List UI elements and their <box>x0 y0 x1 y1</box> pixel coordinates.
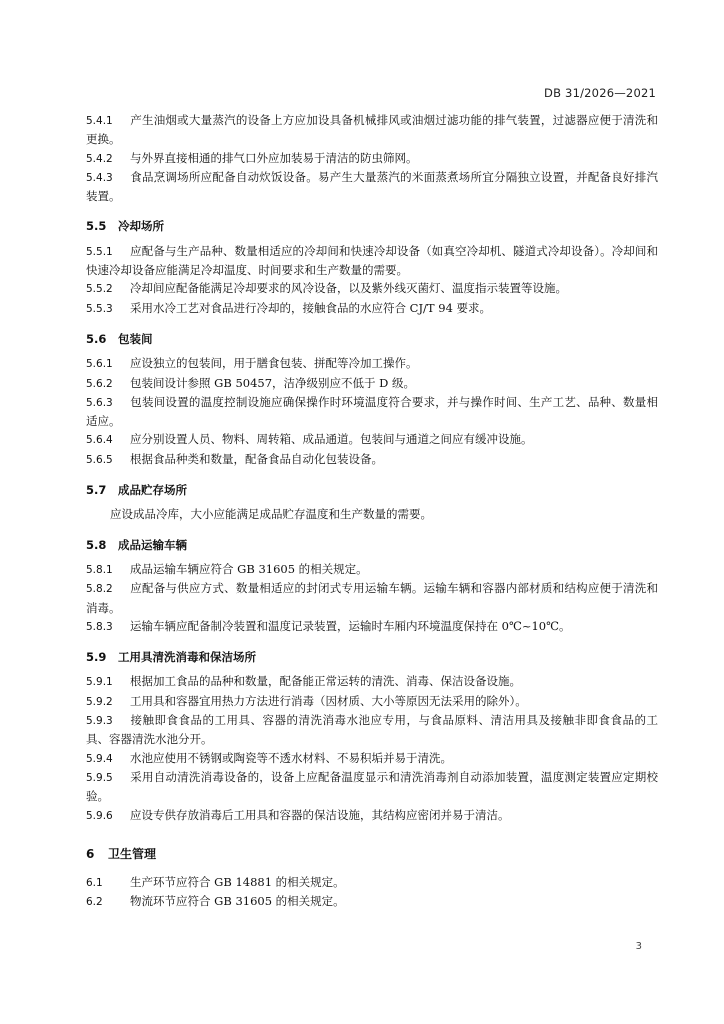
clause-5-6-5 <box>86 450 658 469</box>
clause-text: 与外界直接相通的排气口外应加装易于清洁的防虫筛网。 <box>130 150 418 165</box>
clause-number: 5.4.1 <box>86 115 113 127</box>
clause-5-9-3 <box>86 711 658 749</box>
clause-5-5-1 <box>86 242 658 280</box>
clause-5-6-4 <box>86 430 658 449</box>
clause-5-6-2 <box>86 374 658 393</box>
clause-6-1 <box>86 873 658 892</box>
clause-5-6-3 <box>86 393 658 431</box>
clause-text: 应设专供存放消毒后工用具和容器的保洁设施，其结构应密闭并易于清洁。 <box>130 807 510 822</box>
clause-5-4-3 <box>86 168 658 206</box>
section-number: 5.8 <box>86 537 107 552</box>
page-number: 3 <box>635 941 642 952</box>
clause-number: 5.6.4 <box>86 434 113 447</box>
section-number: 5.7 <box>86 483 107 498</box>
chapter-heading-6 <box>86 845 658 863</box>
clause-text: 应配备与供应方式、数量相适应的封闭式专用运输车辆。运输车辆和容器内部材质和结构应便于清洗和消毒。 <box>86 581 658 615</box>
clause-text: 物流环节应符合 GB 31605 的相关规定。 <box>130 894 345 909</box>
clause-number: 5.9.4 <box>86 752 113 765</box>
section-heading-5-6 <box>86 330 658 348</box>
clause-5-8-2 <box>86 579 658 617</box>
clause-text: 运输车辆应配备制冷装置和温度记录装置，运输时车厢内环境温度保持在 0℃~10℃。 <box>130 618 571 633</box>
chapter-title: 卫生管理 <box>108 846 157 861</box>
clause-number: 5.5.1 <box>86 245 113 258</box>
clause-5-8-3 <box>86 617 658 636</box>
clause-number: 5.6.3 <box>86 396 113 409</box>
chapter-number: 6 <box>86 846 95 861</box>
clause-number: 6.2 <box>86 896 103 909</box>
clause-number: 5.6.5 <box>86 453 113 466</box>
clause-text: 食品烹调场所应配备自动炊饭设备。易产生大量蒸汽的米面蒸煮场所宜分隔独立设置，并配备良好排汽装置。 <box>86 169 658 204</box>
clause-text: 包装间设置的温度控制设施应确保操作时环境温度符合要求，并与操作时间、生产工艺、品种、数量相适应。 <box>86 394 658 429</box>
clause-number: 5.8.1 <box>86 563 113 576</box>
clause-number: 5.4.2 <box>86 152 113 165</box>
clause-number: 5.9.2 <box>86 695 113 708</box>
clause-5-9-6 <box>86 806 658 825</box>
section-number: 5.6 <box>86 331 107 346</box>
clause-text: 生产环节应符合 GB 14881 的相关规定。 <box>130 875 345 890</box>
clause-text: 应配备与生产品种、数量相适应的冷却间和快速冷却设备（如真空冷却机、隧道式冷却设备）。冷却间和快速冷却设备应能满足冷却温度、时间要求和生产数量的需要。 <box>86 243 658 278</box>
clause-text: 应分别设置人员、物料、周转箱、成品通道。包装间与通道之间应有缓冲设施。 <box>130 432 533 447</box>
clause-text: 根据加工食品的品种和数量，配备能正常运转的清洗、消毒、保洁设备设施。 <box>130 674 521 689</box>
clause-number: 5.5.2 <box>86 283 113 296</box>
clause-text: 成品运输车辆应符合 GB 31605 的相关规定。 <box>130 561 368 576</box>
section-heading-5-9 <box>86 648 658 666</box>
clause-5-6-1 <box>86 354 658 373</box>
clause-5-5-2 <box>86 279 658 298</box>
clause-5-9-2 <box>86 692 658 711</box>
clause-number: 5.8.3 <box>86 620 113 633</box>
section-title: 成品运输车辆 <box>118 537 187 552</box>
clause-number: 5.8.2 <box>86 583 113 596</box>
clause-6-2 <box>86 892 658 911</box>
clause-number: 5.4.3 <box>86 171 113 184</box>
clause-text: 冷却间应配备能满足冷却要求的风冷设备，以及紫外线灭菌灯、温度指示装置等设施。 <box>130 281 567 296</box>
clause-number: 5.6.2 <box>86 377 113 390</box>
clause-5-9-5 <box>86 768 658 806</box>
clause-number: 5.6.1 <box>86 358 113 371</box>
header-code: DB 31/2026—2021 <box>544 86 656 100</box>
clause-text: 包装间设计参照 GB 50457，洁净级别应不低于 D 级。 <box>130 375 416 390</box>
section-title: 包装间 <box>118 331 153 346</box>
clause-5-9-1 <box>86 672 658 691</box>
document-body <box>86 111 658 912</box>
section-heading-5-8 <box>86 536 658 554</box>
section-title: 冷却场所 <box>118 219 164 234</box>
clause-5-5-3 <box>86 299 658 318</box>
clause-text: 应设独立的包装间，用于膳食包装、拼配等冷加工操作。 <box>130 356 418 371</box>
clause-text: 产生油烟或大量蒸汽的设备上方应加设具备机械排风或油烟过滤功能的排气装置，过滤器应便于清洗和更换。 <box>86 113 658 147</box>
clause-text: 工用具和容器宜用热力方法进行消毒（因材质、大小等原因无法采用的除外）。 <box>130 693 527 708</box>
clause-5-4-2 <box>86 149 658 168</box>
clause-number: 6.1 <box>86 877 103 890</box>
clause-text: 接触即食食品的工用具、容器的清洗消毒水池应专用，与食品原料、清洁用具及接触非即食食品的工具、容器清洗水池分开。 <box>86 713 658 747</box>
clause-number: 5.9.1 <box>86 676 113 689</box>
section-title: 工用具清洗消毒和保洁场所 <box>118 650 256 665</box>
clause-text: 采用自动清洗消毒设备的，设备上应配备温度显示和清洗消毒剂自动添加装置，温度测定装置应定期校验。 <box>86 769 658 804</box>
section-5-7-text: 应设成品冷库，大小应能满足成品贮存温度和生产数量的需要。 <box>110 507 432 522</box>
section-number: 5.5 <box>86 219 107 234</box>
section-heading-5-5 <box>86 217 658 235</box>
clause-text: 水池应使用不锈钢或陶瓷等不透水材料、不易积垢并易于清洗。 <box>130 750 452 765</box>
section-number: 5.9 <box>86 650 107 665</box>
clause-text: 根据食品种类和数量，配备食品自动化包装设备。 <box>130 451 383 466</box>
clause-number: 5.9.3 <box>86 715 113 728</box>
section-heading-5-7 <box>86 481 658 499</box>
clause-number: 5.5.3 <box>86 302 113 315</box>
clause-text: 采用水冷工艺对食品进行冷却的，接触食品的水应符合 CJ/T 94 要求。 <box>130 300 492 315</box>
clause-number: 5.9.5 <box>86 771 113 784</box>
clause-5-4-1 <box>86 111 658 149</box>
clause-number: 5.9.6 <box>86 809 113 822</box>
clause-5-8-1 <box>86 560 658 579</box>
section-title: 成品贮存场所 <box>118 483 187 498</box>
clause-5-9-4 <box>86 749 658 768</box>
